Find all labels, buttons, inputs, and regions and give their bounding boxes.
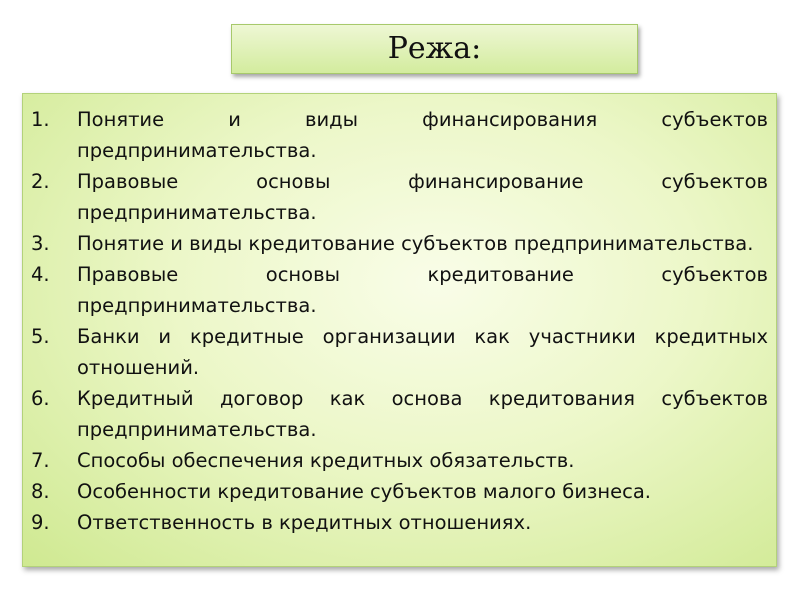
- list-item: [31, 383, 768, 445]
- list-item-text: Понятие и виды финансирования субъектов предпринимательства.: [77, 108, 768, 162]
- list-item-text: Правовые основы кредитование субъектов предпринимательства.: [77, 263, 768, 317]
- list-item-number: 8.: [31, 480, 50, 503]
- list-item: [31, 228, 768, 259]
- list-item-number: 1.: [31, 108, 50, 131]
- list-item-number: 7.: [31, 449, 50, 472]
- slide-title: Режа:: [387, 31, 482, 66]
- list-item-number: 2.: [31, 170, 50, 193]
- list-item-text: Банки и кредитные организации как участники кредитных отношений.: [77, 325, 768, 379]
- list-item-text: Особенности кредитование субъектов малого бизнеса.: [77, 480, 651, 503]
- list-item: [31, 104, 768, 166]
- list-item: [31, 445, 768, 476]
- list-item-text: Правовые основы финансирование субъектов предпринимательства.: [77, 170, 768, 224]
- content-box: [22, 93, 777, 567]
- list-item: [31, 507, 768, 538]
- list-item-number: 4.: [31, 263, 50, 286]
- list-item-number: 6.: [31, 387, 50, 410]
- list-item-text: Понятие и виды кредитование субъектов предпринимательства.: [77, 232, 754, 255]
- list-item-number: 3.: [31, 232, 50, 255]
- list-item-text: Кредитный договор как основа кредитования субъектов предпринимательства.: [77, 387, 768, 441]
- list-item-text: Ответственность в кредитных отношениях.: [77, 511, 532, 534]
- list-item-number: 5.: [31, 325, 50, 348]
- list-item: [31, 321, 768, 383]
- list-item: [31, 476, 768, 507]
- title-box: [231, 24, 638, 74]
- list-item-number: 9.: [31, 511, 50, 534]
- list-item-text: Способы обеспечения кредитных обязательств.: [77, 449, 575, 472]
- list-item: [31, 166, 768, 228]
- list-item: [31, 259, 768, 321]
- topic-list: [31, 104, 768, 538]
